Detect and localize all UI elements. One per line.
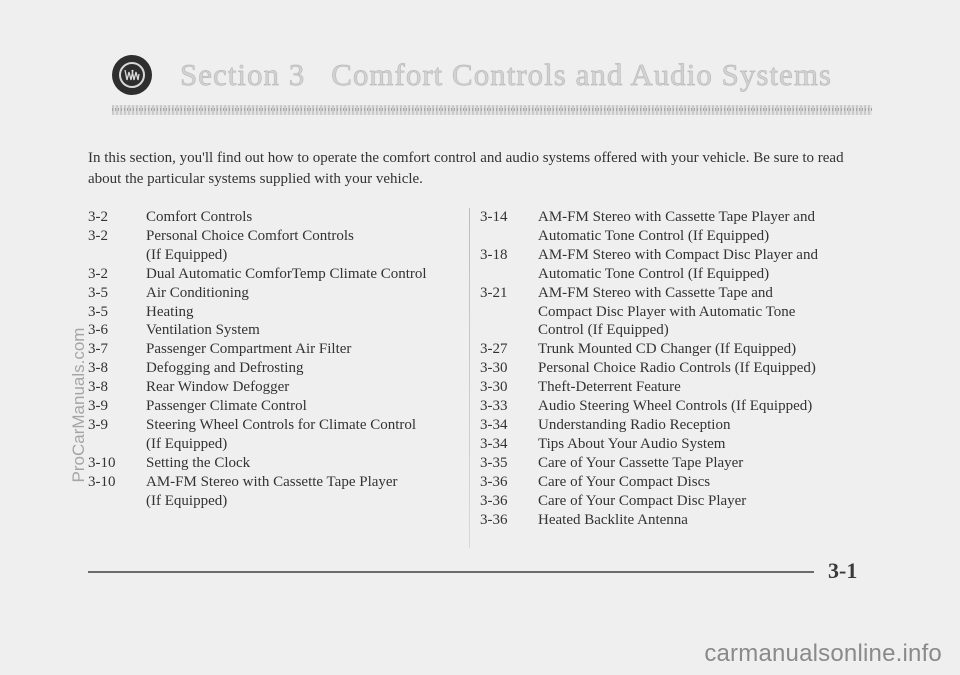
toc-entry-title: Personal Choice Comfort Controls <box>146 227 354 244</box>
toc-page-number: 3-30 <box>480 360 508 377</box>
toc-entry-title: (If Equipped) <box>146 435 228 452</box>
toc-entry-title: Tips About Your Audio System <box>538 435 726 452</box>
toc-entry <box>480 265 868 284</box>
toc-entry-title: Understanding Radio Reception <box>538 416 731 433</box>
toc-page-number: 3-9 <box>88 416 108 433</box>
toc-entry <box>88 359 466 378</box>
toc-page-number: 3-30 <box>480 379 508 396</box>
toc-entry <box>88 227 466 246</box>
toc-entry <box>480 454 868 473</box>
toc-entry <box>88 454 466 473</box>
toc-entry <box>480 378 868 397</box>
buick-logo-icon <box>112 55 152 95</box>
toc-page-number: 3-27 <box>480 341 508 358</box>
toc-entry-title: AM-FM Stereo with Cassette Tape Player and <box>538 209 815 225</box>
toc-entry-title: Care of Your Compact Discs <box>538 473 711 490</box>
toc-entry <box>480 303 868 322</box>
page-number: 3-1 <box>828 558 858 583</box>
toc-entry <box>88 208 466 227</box>
section-title-text: Comfort Controls and Audio Systems <box>331 57 832 92</box>
toc-page-number: 3-36 <box>480 473 508 490</box>
toc-entry <box>88 321 466 340</box>
toc-entry <box>480 511 868 530</box>
side-watermark-text: ProCarManuals.com <box>69 327 88 483</box>
section-label: Section 3 <box>180 57 306 92</box>
toc-entry <box>480 492 868 511</box>
toc-entry <box>88 284 466 303</box>
toc-right-column <box>480 208 868 529</box>
toc-page-number: 3-18 <box>480 246 508 263</box>
toc-entry <box>88 265 466 284</box>
toc-entry <box>88 378 466 397</box>
toc-entry <box>480 416 868 435</box>
toc-page-number: 3-10 <box>88 473 116 490</box>
toc-entry <box>480 321 868 340</box>
section-title <box>180 57 832 93</box>
toc-page-number: 3-6 <box>88 322 108 339</box>
toc-entry-title: Passenger Compartment Air Filter <box>146 341 352 358</box>
toc-entry-title: AM-FM Stereo with Compact Disc Player and <box>538 246 818 263</box>
toc-entry <box>88 473 466 492</box>
toc-entry-title: Setting the Clock <box>146 454 251 471</box>
toc-page-number: 3-34 <box>480 416 508 433</box>
toc-entry <box>480 227 868 246</box>
toc-entry-title: Comfort Controls <box>146 209 253 225</box>
toc-entry-title: Control (If Equipped) <box>538 322 669 339</box>
toc-entry-title: Personal Choice Radio Controls (If Equipped) <box>538 360 816 377</box>
toc-entry-title: Defogging and Defrosting <box>146 360 304 377</box>
toc-entry <box>88 492 466 511</box>
toc-page-number: 3-5 <box>88 303 108 320</box>
toc-entry-title: Ventilation System <box>146 322 260 339</box>
toc-entry-title: Heating <box>146 303 194 320</box>
toc-entry <box>480 359 868 378</box>
toc-entry-title: Audio Steering Wheel Controls (If Equipped) <box>538 398 813 415</box>
footer-rule <box>88 571 814 573</box>
section-header <box>112 50 832 100</box>
toc-page-number: 3-21 <box>480 284 508 301</box>
toc-entry-title: Automatic Tone Control (If Equipped) <box>538 265 770 282</box>
toc-entry <box>88 246 466 265</box>
decorative-hatch-bar <box>112 105 872 115</box>
toc-entry-title: Air Conditioning <box>146 284 249 301</box>
toc-entry <box>480 340 868 359</box>
toc-page-number: 3-34 <box>480 435 508 452</box>
toc-left-column <box>88 208 466 511</box>
toc-entry-title: Automatic Tone Control (If Equipped) <box>538 227 770 244</box>
toc-entry-title: (If Equipped) <box>146 246 228 263</box>
toc-page-number <box>88 435 146 454</box>
toc-page-number: 3-5 <box>88 284 108 301</box>
toc-page-number: 3-8 <box>88 379 108 396</box>
toc-entry <box>480 246 868 265</box>
toc-entry <box>88 397 466 416</box>
toc-entry-title: Theft-Deterrent Feature <box>538 379 681 396</box>
toc-entry-title: Trunk Mounted CD Changer (If Equipped) <box>538 341 797 358</box>
toc-entry-title: Rear Window Defogger <box>146 379 290 396</box>
toc-page-number <box>480 321 538 340</box>
side-watermark <box>64 195 94 615</box>
toc-page-number: 3-35 <box>480 454 508 471</box>
toc-page-number: 3-2 <box>88 209 108 225</box>
toc-entry-title: Compact Disc Player with Automatic Tone <box>538 303 796 320</box>
bottom-watermark: carmanualsonline.info <box>704 640 942 667</box>
toc-entry <box>88 340 466 359</box>
toc-entry-title: Steering Wheel Controls for Climate Control <box>146 416 417 433</box>
toc-page-number <box>88 492 146 511</box>
toc-entry <box>480 435 868 454</box>
toc-page-number: 3-33 <box>480 398 508 415</box>
toc-page-number: 3-14 <box>480 209 508 225</box>
toc-entry-title: Care of Your Cassette Tape Player <box>538 454 744 471</box>
toc-entry-title: AM-FM Stereo with Cassette Tape and <box>538 284 773 301</box>
column-divider <box>469 208 470 548</box>
toc-page-number <box>480 227 538 246</box>
toc-entry <box>480 473 868 492</box>
toc-page-number: 3-36 <box>480 492 508 509</box>
toc-entry <box>480 284 868 303</box>
toc-page-number: 3-2 <box>88 227 108 244</box>
toc-entry <box>88 435 466 454</box>
toc-page-number <box>480 265 538 284</box>
toc-entry <box>88 416 466 435</box>
toc-entry <box>480 397 868 416</box>
toc-page-number: 3-8 <box>88 360 108 377</box>
toc-page-number <box>480 303 538 322</box>
toc-page-number <box>88 246 146 265</box>
toc-page-number: 3-36 <box>480 511 508 528</box>
toc-page-number: 3-2 <box>88 265 108 282</box>
toc-entry-title: Heated Backlite Antenna <box>538 511 688 528</box>
toc-entry-title: Dual Automatic ComforTemp Climate Control <box>146 265 427 282</box>
toc-entry-title: AM-FM Stereo with Cassette Tape Player <box>146 473 398 490</box>
toc-page-number: 3-9 <box>88 398 108 415</box>
intro-paragraph: In this section, you'll find out how to operate the comfort control and audio systems offered with your vehicle. Be sure to read about the particular systems supplied with your vehicle. <box>88 150 844 187</box>
toc-entry <box>480 208 868 227</box>
toc-entry-title: Passenger Climate Control <box>146 398 307 415</box>
toc-entry-title: Care of Your Compact Disc Player <box>538 492 747 509</box>
toc-page-number: 3-10 <box>88 454 116 471</box>
toc-page-number: 3-7 <box>88 341 108 358</box>
toc-entry-title: (If Equipped) <box>146 492 228 509</box>
toc-entry <box>88 303 466 322</box>
